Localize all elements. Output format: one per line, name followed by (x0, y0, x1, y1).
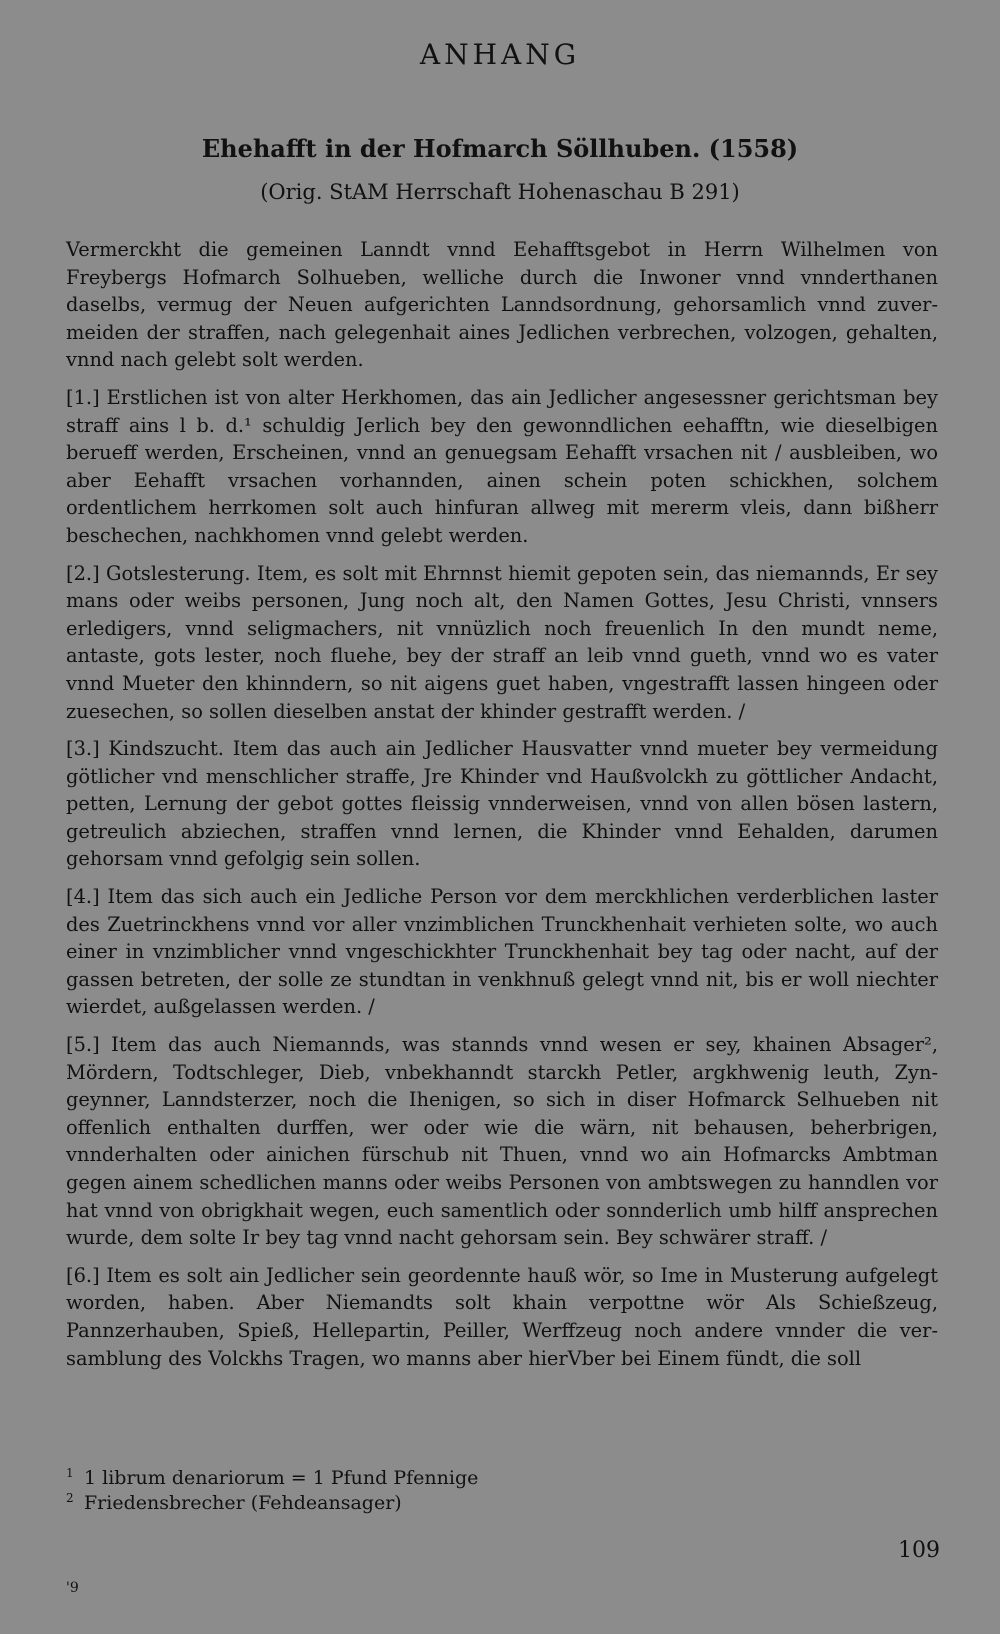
corner-mark: '9 (66, 1580, 79, 1596)
footnotes (66, 1466, 938, 1516)
article-3-paragraph: [3.] Kindszucht. Item das auch ain Jedlicher Hausvatter vnnd mueter bey vermeidung götlicher vnd menschlicher straffe, Jre Khinder vnd Haußvolckh zu göttlicher Andacht, petten, Lernung der gebot gottes fleissig vnnderweisen, vnnd von allen bösen lastern, getreulich abziechen, straffen vnnd lernen, die Khinder vnnd Eehalden, darumen gehorsam vnnd gefolgig sein sollen. (66, 737, 938, 871)
footnote-text: 1 librum denariorum = 1 Pfund Pfennige (84, 1467, 479, 1489)
article-5-paragraph: [5.] Item das auch Niemannds, was stannds vnnd wesen er sey, khainen Absager², Mördern, Todtschleger, Dieb, vnbekhanndt starckh Petler, argkhwenig leuth, Zyngeynner, Lanndsterzer, noch die Ihenigen, so sich in diser Hofmarck Selhueben nit offenlich enthalten durffen, wer oder wie die wärn, nit behausen, beherbrigen, vnnderhalten oder ainichen fürschub nit Thuen, vnnd wo ain Hofmarcks Ambtman gegen ainem schedlichen manns oder weibs Personen von ambtswegen zu hanndlen vor hat vnnd von obrigkhait wegen, euch samentlich oder sonnderlich umb hilff ansprechen wurde, dem solte Ir bey tag vnnd nacht gehorsam sein. Bey schwärer straff. / (66, 1033, 938, 1250)
article-1-paragraph: [1.] Erstlichen ist von alter Herkhomen, das ain Jedlicher angesessner gerichtsman bey straff ains l b. d.¹ schuldig Jerlich bey den gewonndlichen eehafftn, wie dieselbigen berueff werden, Erscheinen, vnnd an genuegsam Eehafft vrsachen nit / ausbleiben, wo aber Eehafft vrsachen vorhannden, ainen schein poten schickhen, solchem ordentlichem herrkomen solt auch hinfuran allweg mit mererm vleis, dann bißherr beschechen, nachkhomen vnnd gelebt werden. (66, 385, 938, 547)
article-4-paragraph: [4.] Item das sich auch ein Jedliche Person vor dem merckhlichen verderblichen laster des Zuetrinckhens vnnd vor aller vnzimblichen Trunckhenhait verhieten solte, wo auch einer in vnzimblicher vnnd vngeschickhter Trunckhenhait bey tag oder nacht, auf der gassen betreten, der solle ze stundtan in venkhnuß gelegt vnnd nit, bis er woll niechter wierdet, außgelassen werden. / (66, 885, 938, 1019)
intro-paragraph: Vermerckht die gemeinen Lanndt vnnd Eehafftsgebot in Herrn Wilhelmen von Freybergs Hofmarch Solhueben, welliche durch die Inwoner vnnd vnnderthanen daselbs, vermug der Neuen aufgerichten Lanndsordnung, gehorsamlich vnnd zuvermeiden der straffen, nach gelegenhait aines Jedlichen verbrechen, volzogen, gehalten, vnnd nach gelebt solt werden. (66, 238, 938, 372)
page-number: 109 (898, 1538, 940, 1563)
running-header: ANHANG (419, 38, 581, 71)
article-6-paragraph: [6.] Item es solt ain Jedlicher sein geordennte hauß wör, so Ime in Musterung aufgelegt worden, haben. Aber Niemandts solt khain verpottne wör Als Schießzeug, Pannzerhauben, Spieß, Hellepartin, Peiller, Werffzeug noch andere vnnder die versamblung des Volckhs Tragen, wo manns aber hierVber bei Einem fündt, die soll (66, 1263, 938, 1370)
footnote-1: 1 1 librum denariorum = 1 Pfund Pfennige (66, 1465, 479, 1489)
footnote-2: 2 Friedensbrecher (Fehdeansager) (66, 1490, 402, 1514)
source-reference: (Orig. StAM Herrschaft Hohenaschau B 291) (260, 180, 740, 204)
document-body (66, 236, 938, 1382)
document-title: Ehehafft in der Hofmarch Söllhuben. (1558) (201, 134, 799, 163)
footnote-text: Friedensbrecher (Fehdeansager) (84, 1492, 402, 1514)
article-2-paragraph: [2.] Gotslesterung. Item, es solt mit Ehrnnst hiemit gepoten sein, das niemannds, Er sey mans oder weibs personen, Jung noch alt, den Namen Gottes, Jesu Christi, vnnsers erledigers, vnnd seligmachers, nit vnnüzlich noch freuenlich In den mundt neme, antaste, gots lester, noch fluehe, bey der straff an leib vnnd gueth, vnnd wo es vater vnnd Mueter den khinndern, so nit aigens guet haben, vngestrafft lassen hingeen oder zuesechen, so sollen dieselben anstat der khinder gestrafft werden. / (66, 561, 938, 723)
